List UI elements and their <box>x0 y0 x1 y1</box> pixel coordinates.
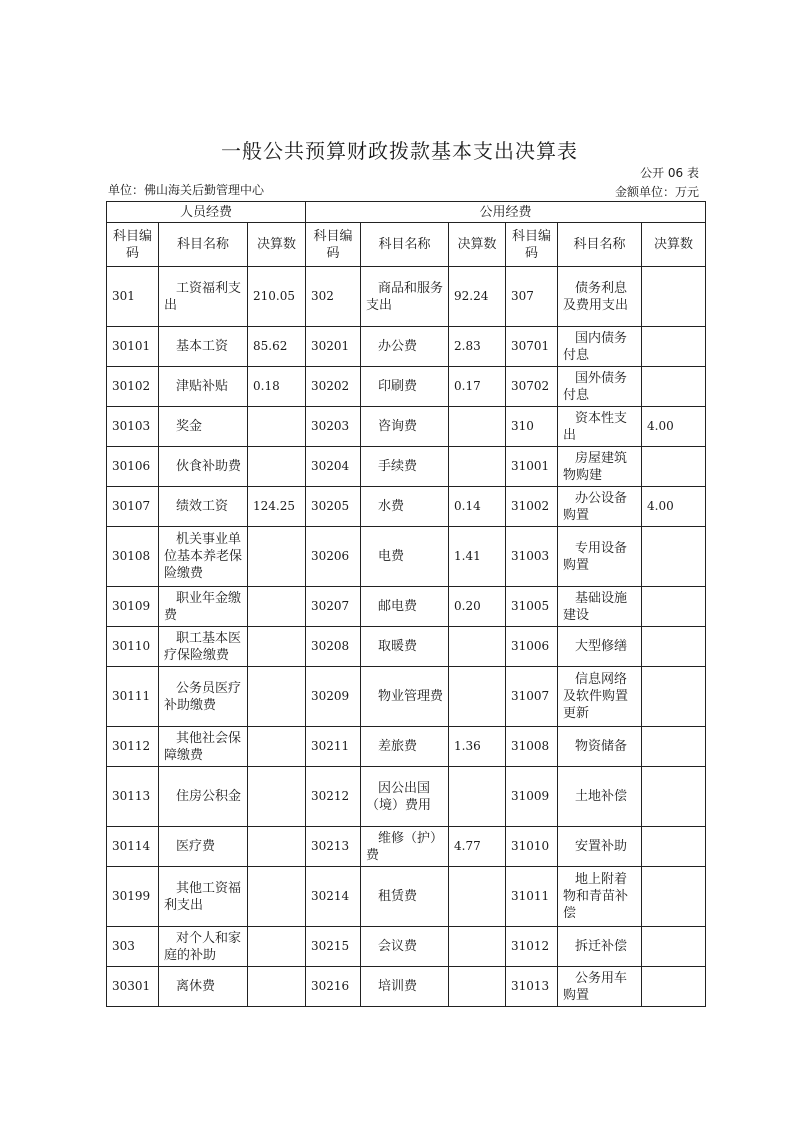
cell-amount <box>248 767 306 827</box>
cell-code: 30114 <box>107 827 159 867</box>
table-row <box>107 667 706 727</box>
cell-code: 30214 <box>306 867 361 927</box>
table-row <box>107 367 706 407</box>
cell-amount <box>642 587 706 627</box>
cell-name: 房屋建筑物购建 <box>558 447 642 487</box>
cell-amount <box>642 267 706 327</box>
cell-name: 因公出国（境）费用 <box>361 767 449 827</box>
cell-code: 30208 <box>306 627 361 667</box>
cell-code: 31007 <box>506 667 558 727</box>
cell-amount <box>449 867 506 927</box>
cell-amount: 1.41 <box>449 527 506 587</box>
unit-label: 单位：佛山海关后勤管理中心 <box>108 183 265 197</box>
cell-name: 绩效工资 <box>159 487 248 527</box>
table-row <box>107 407 706 447</box>
cell-name: 商品和服务支出 <box>361 267 449 327</box>
cell-amount <box>449 667 506 727</box>
page-title: 一般公共预算财政拨款基本支出决算表 <box>221 139 578 163</box>
cell-amount <box>449 927 506 967</box>
cell-code: 30215 <box>306 927 361 967</box>
group-header-row <box>107 202 706 223</box>
cell-name: 专用设备购置 <box>558 527 642 587</box>
cell-name: 租赁费 <box>361 867 449 927</box>
cell-name: 机关事业单位基本养老保险缴费 <box>159 527 248 587</box>
table-row <box>107 487 706 527</box>
cell-name: 基础设施建设 <box>558 587 642 627</box>
cell-name: 手续费 <box>361 447 449 487</box>
cell-name: 津贴补贴 <box>159 367 248 407</box>
table-row <box>107 827 706 867</box>
cell-code: 30108 <box>107 527 159 587</box>
col-header-code: 科目编码 <box>107 223 159 267</box>
cell-name: 印刷费 <box>361 367 449 407</box>
cell-code: 30212 <box>306 767 361 827</box>
cell-amount: 4.00 <box>642 487 706 527</box>
cell-code: 30203 <box>306 407 361 447</box>
cell-code: 30216 <box>306 967 361 1007</box>
col-header-amount: 决算数 <box>248 223 306 267</box>
cell-amount <box>642 447 706 487</box>
col-header-amount: 决算数 <box>449 223 506 267</box>
cell-name: 离休费 <box>159 967 248 1007</box>
col-header-amount: 决算数 <box>642 223 706 267</box>
cell-name: 职工基本医疗保险缴费 <box>159 627 248 667</box>
cell-name: 其他社会保障缴费 <box>159 727 248 767</box>
cell-name: 物业管理费 <box>361 667 449 727</box>
cell-amount <box>248 927 306 967</box>
col-header-name: 科目名称 <box>558 223 642 267</box>
cell-amount <box>248 727 306 767</box>
cell-amount <box>642 327 706 367</box>
cell-name: 咨询费 <box>361 407 449 447</box>
cell-amount <box>642 867 706 927</box>
cell-amount <box>642 627 706 667</box>
cell-code: 31002 <box>506 487 558 527</box>
cell-amount <box>642 667 706 727</box>
cell-amount <box>248 587 306 627</box>
cell-amount <box>642 827 706 867</box>
cell-code: 30110 <box>107 627 159 667</box>
cell-code: 30111 <box>107 667 159 727</box>
cell-code: 30199 <box>107 867 159 927</box>
cell-amount <box>248 407 306 447</box>
cell-name: 债务利息及费用支出 <box>558 267 642 327</box>
cell-code: 31008 <box>506 727 558 767</box>
cell-name: 拆迁补偿 <box>558 927 642 967</box>
cell-name: 地上附着物和青苗补偿 <box>558 867 642 927</box>
table-row <box>107 327 706 367</box>
cell-amount <box>449 447 506 487</box>
cell-code: 31010 <box>506 827 558 867</box>
cell-code: 310 <box>506 407 558 447</box>
cell-amount <box>248 827 306 867</box>
cell-code: 30702 <box>506 367 558 407</box>
cell-amount: 4.00 <box>642 407 706 447</box>
cell-amount <box>248 447 306 487</box>
cell-name: 国外债务付息 <box>558 367 642 407</box>
cell-code: 30206 <box>306 527 361 587</box>
column-header-row <box>107 223 706 267</box>
cell-amount <box>642 367 706 407</box>
cell-code: 31011 <box>506 867 558 927</box>
cell-amount: 210.05 <box>248 267 306 327</box>
cell-name: 职业年金缴费 <box>159 587 248 627</box>
cell-code: 31003 <box>506 527 558 587</box>
cell-name: 土地补偿 <box>558 767 642 827</box>
cell-code: 30113 <box>107 767 159 827</box>
cell-amount <box>248 527 306 587</box>
cell-name: 住房公积金 <box>159 767 248 827</box>
cell-name: 物资储备 <box>558 727 642 767</box>
col-header-code: 科目编码 <box>306 223 361 267</box>
cell-code: 31009 <box>506 767 558 827</box>
cell-code: 30301 <box>107 967 159 1007</box>
cell-code: 30213 <box>306 827 361 867</box>
budget-table <box>106 201 706 1007</box>
group-header-public: 公用经费 <box>306 202 706 223</box>
cell-name: 国内债务付息 <box>558 327 642 367</box>
cell-name: 公务用车购置 <box>558 967 642 1007</box>
cell-code: 30202 <box>306 367 361 407</box>
cell-amount <box>449 627 506 667</box>
cell-amount: 85.62 <box>248 327 306 367</box>
cell-amount: 2.83 <box>449 327 506 367</box>
cell-name: 其他工资福利支出 <box>159 867 248 927</box>
cell-amount <box>642 727 706 767</box>
cell-code: 31006 <box>506 627 558 667</box>
cell-name: 办公费 <box>361 327 449 367</box>
col-header-name: 科目名称 <box>361 223 449 267</box>
cell-code: 30107 <box>107 487 159 527</box>
cell-name: 信息网络及软件购置更新 <box>558 667 642 727</box>
cell-amount <box>248 667 306 727</box>
cell-code: 303 <box>107 927 159 967</box>
cell-name: 培训费 <box>361 967 449 1007</box>
table-row <box>107 587 706 627</box>
cell-amount <box>642 967 706 1007</box>
cell-amount <box>248 627 306 667</box>
cell-code: 30204 <box>306 447 361 487</box>
cell-name: 邮电费 <box>361 587 449 627</box>
cell-code: 30211 <box>306 727 361 767</box>
cell-code: 30106 <box>107 447 159 487</box>
cell-name: 会议费 <box>361 927 449 967</box>
col-header-name: 科目名称 <box>159 223 248 267</box>
amount-unit-label: 金额单位：万元 <box>614 185 699 199</box>
cell-amount: 0.20 <box>449 587 506 627</box>
cell-amount: 0.18 <box>248 367 306 407</box>
table-row <box>107 267 706 327</box>
cell-code: 30209 <box>306 667 361 727</box>
cell-amount <box>642 527 706 587</box>
group-header-personnel: 人员经费 <box>107 202 306 223</box>
cell-name: 大型修缮 <box>558 627 642 667</box>
cell-name: 维修（护）费 <box>361 827 449 867</box>
cell-name: 基本工资 <box>159 327 248 367</box>
cell-code: 30112 <box>107 727 159 767</box>
cell-name: 取暖费 <box>361 627 449 667</box>
form-number: 公开 06 表 <box>640 166 699 180</box>
cell-amount: 4.77 <box>449 827 506 867</box>
cell-code: 30103 <box>107 407 159 447</box>
cell-name: 公务员医疗补助缴费 <box>159 667 248 727</box>
cell-amount: 0.14 <box>449 487 506 527</box>
cell-amount <box>449 967 506 1007</box>
cell-name: 工资福利支出 <box>159 267 248 327</box>
table-row <box>107 867 706 927</box>
cell-amount: 124.25 <box>248 487 306 527</box>
cell-amount <box>449 767 506 827</box>
table-row <box>107 527 706 587</box>
cell-code: 30701 <box>506 327 558 367</box>
cell-amount <box>248 867 306 927</box>
table-row <box>107 727 706 767</box>
cell-name: 医疗费 <box>159 827 248 867</box>
cell-name: 电费 <box>361 527 449 587</box>
cell-amount <box>642 927 706 967</box>
table-row <box>107 927 706 967</box>
cell-code: 301 <box>107 267 159 327</box>
cell-code: 31005 <box>506 587 558 627</box>
cell-code: 31012 <box>506 927 558 967</box>
cell-code: 30102 <box>107 367 159 407</box>
cell-name: 对个人和家庭的补助 <box>159 927 248 967</box>
cell-amount <box>248 967 306 1007</box>
cell-name: 奖金 <box>159 407 248 447</box>
table-row <box>107 447 706 487</box>
cell-code: 307 <box>506 267 558 327</box>
cell-code: 31001 <box>506 447 558 487</box>
cell-name: 伙食补助费 <box>159 447 248 487</box>
cell-code: 31013 <box>506 967 558 1007</box>
cell-amount <box>449 407 506 447</box>
cell-name: 水费 <box>361 487 449 527</box>
cell-code: 30101 <box>107 327 159 367</box>
cell-code: 302 <box>306 267 361 327</box>
cell-code: 30201 <box>306 327 361 367</box>
cell-code: 30109 <box>107 587 159 627</box>
col-header-code: 科目编码 <box>506 223 558 267</box>
cell-name: 资本性支出 <box>558 407 642 447</box>
cell-code: 30205 <box>306 487 361 527</box>
table-row <box>107 967 706 1007</box>
cell-amount: 1.36 <box>449 727 506 767</box>
cell-name: 安置补助 <box>558 827 642 867</box>
cell-name: 差旅费 <box>361 727 449 767</box>
table-row <box>107 767 706 827</box>
table-row <box>107 627 706 667</box>
cell-amount <box>642 767 706 827</box>
cell-amount: 92.24 <box>449 267 506 327</box>
cell-name: 办公设备购置 <box>558 487 642 527</box>
cell-amount: 0.17 <box>449 367 506 407</box>
cell-code: 30207 <box>306 587 361 627</box>
